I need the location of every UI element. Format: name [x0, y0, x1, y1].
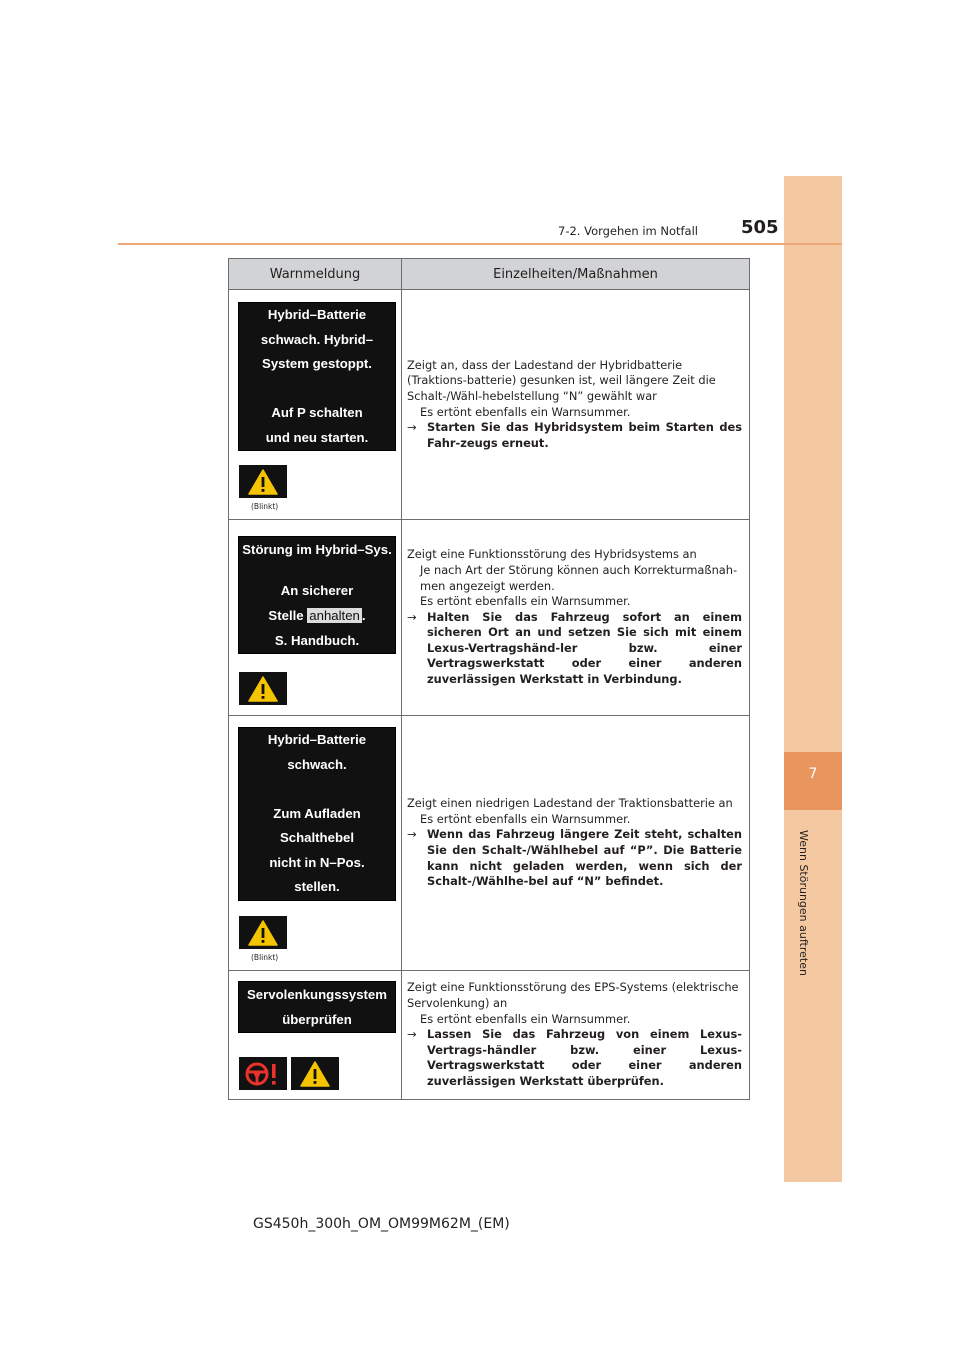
chapter-number: 7 [808, 766, 818, 782]
warning-message-cell [229, 716, 402, 971]
arrow-icon: → [407, 827, 417, 842]
details-cell [402, 971, 750, 1100]
screen-line: Zum Aufladen [273, 805, 361, 821]
warning-triangle-icon [248, 676, 278, 702]
screen-line: Schalthebel [279, 830, 355, 845]
chapter-side-tab [784, 176, 842, 1182]
sub-note: Je nach Art der Störung können auch Korrekturmaßnah-men angezeigt werden. [420, 562, 738, 593]
highlighted-word: anhalten [309, 608, 360, 623]
action-text [407, 827, 742, 889]
sub-note: Es ertönt ebenfalls ein Warnsummer. [420, 404, 631, 419]
screen-spacer [239, 777, 395, 802]
warning-indicator [239, 672, 287, 705]
display-message-screen [238, 302, 396, 451]
warning-message-cell [229, 520, 402, 716]
details-cell [402, 290, 750, 520]
warning-triangle-icon [248, 469, 278, 495]
table-row [229, 716, 750, 971]
screen-line: Hybrid–Batterie [267, 732, 367, 747]
warning-indicator [291, 1057, 339, 1090]
screen-line: schwach. Hybrid– [260, 331, 374, 347]
warning-indicator [239, 916, 287, 949]
blink-note: (Blinkt) [251, 502, 279, 511]
steering-indicator [239, 1057, 287, 1090]
sub-note: Es ertönt ebenfalls ein Warnsummer. [420, 594, 631, 609]
action-text [407, 1027, 742, 1089]
details-cell [402, 520, 750, 716]
warning-message-cell [229, 971, 402, 1100]
description-text: Zeigt eine Funktionsstörung des Hybridsystems an [407, 547, 697, 562]
description-text: Zeigt einen niedrigen Ladestand der Traktionsbatterie an [407, 796, 733, 811]
screen-line: Servolenkungssystem [247, 987, 387, 1002]
action-label: Lassen Sie das Fahrzeug von einem Lexus-Vertrags-händler bzw. einer Lexus-Vertragswerkstatt oder einer anderen zuverlässigen Werkstatt überprüfen. [427, 1027, 742, 1088]
footer-model-code: GS450h_300h_OM_OM99M62M_(EM) [253, 1216, 510, 1232]
arrow-icon: → [407, 420, 417, 435]
display-message-screen [238, 536, 396, 654]
display-message-screen [238, 981, 396, 1033]
header-rule [118, 243, 842, 245]
warning-triangle-icon [300, 1061, 330, 1087]
screen-line: System gestoppt. [262, 356, 372, 371]
screen-line: nicht in N–Pos. [269, 854, 365, 870]
table-row [229, 290, 750, 520]
screen-text: Stelle [268, 608, 304, 623]
screen-line: und neu starten. [265, 429, 369, 445]
table-row [229, 520, 750, 716]
blink-note: (Blinkt) [251, 953, 279, 962]
screen-spacer [239, 377, 395, 402]
screen-line: überprüfen [282, 1012, 352, 1027]
action-text [407, 420, 742, 451]
screen-text: . [361, 608, 366, 623]
screen-line: S. Handbuch. [274, 633, 360, 648]
table-row [229, 971, 750, 1100]
section-title: 7-2. Vorgehen im Notfall [558, 224, 698, 238]
column-header-details: Einzelheiten/Maßnahmen [402, 259, 750, 290]
warning-message-cell [229, 290, 402, 520]
details-cell [402, 716, 750, 971]
warning-triangle-icon [248, 920, 278, 946]
column-header-warnmeldung: Warnmeldung [229, 259, 402, 290]
arrow-icon: → [407, 609, 417, 624]
warning-table [228, 258, 750, 1100]
sub-note: Es ertönt ebenfalls ein Warnsummer. [420, 1011, 631, 1026]
screen-line: stellen. [294, 879, 340, 894]
action-label: Starten Sie das Hybridsystem beim Starten des Fahr-zeugs erneut. [427, 420, 742, 450]
steering-warning-icon [245, 1060, 281, 1088]
description-text: Zeigt eine Funktionsstörung des EPS-Systems (elektrische Servolenkung) an [407, 980, 739, 1011]
screen-line: Störung im Hybrid–Sys. [242, 542, 392, 557]
sub-note: Es ertönt ebenfalls ein Warnsummer. [420, 811, 631, 826]
description-text: Zeigt an, dass der Ladestand der Hybridbatterie (Traktions-batterie) gesunken ist, weil längere Zeit die Schalt-/Wähl-hebelstellung “N” gewählt war [407, 357, 716, 403]
screen-line: Auf P schalten [271, 405, 363, 420]
chapter-label: Wenn Störungen auftreten [797, 830, 810, 976]
warning-indicator [239, 465, 287, 498]
page-number: 505 [741, 217, 779, 238]
action-label: Wenn das Fahrzeug längere Zeit steht, schalten Sie den Schalt-/Wählhebel auf “P”. Die Batterie kann nicht geladen werden, wenn sich der Schalt-/Wählhe-bel auf “N” befindet. [427, 827, 742, 889]
screen-line: schwach. [287, 756, 347, 772]
action-label: Halten Sie das Fahrzeug sofort an einem sicheren Ort an und setzen Sie sich mit einem Lexus-Vertragshänd-ler bzw. einer Vertragswerkstatt oder einer anderen zuverlässigen Werkstatt in Verbindung. [427, 609, 742, 687]
action-text [407, 610, 742, 688]
table-header-row [229, 259, 750, 290]
screen-spacer [239, 562, 395, 578]
arrow-icon: → [407, 1027, 417, 1042]
screen-line: Hybrid–Batterie [267, 307, 367, 322]
display-message-screen [238, 727, 396, 901]
screen-line: An sicherer [280, 583, 354, 598]
screen-line [239, 603, 395, 628]
